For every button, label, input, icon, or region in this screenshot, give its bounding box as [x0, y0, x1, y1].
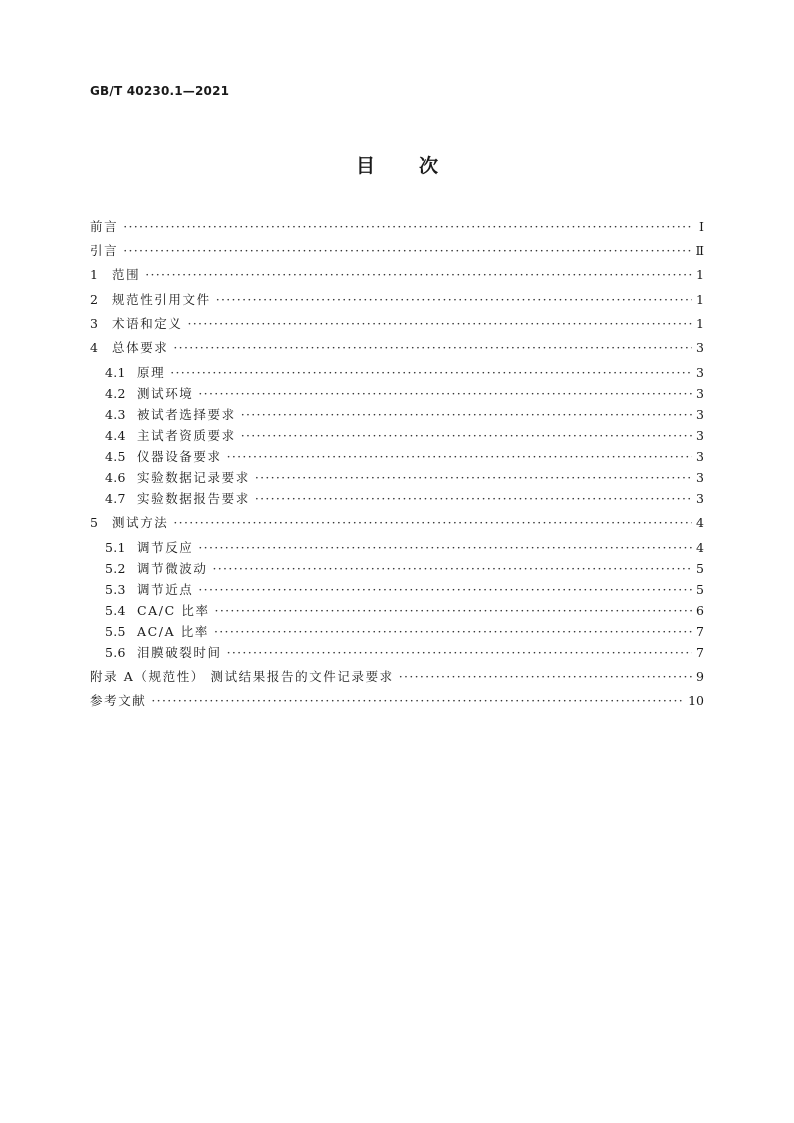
toc-entry-4-5[interactable]	[105, 448, 704, 466]
toc-leader	[198, 581, 692, 599]
toc-number: 2	[90, 292, 99, 307]
toc-entry-5[interactable]	[90, 514, 704, 532]
toc-leader	[188, 315, 692, 333]
toc-entry-5-1[interactable]	[105, 539, 704, 557]
toc-page: 3	[696, 365, 704, 380]
toc-page: 3	[696, 386, 704, 401]
toc-label: 术语和定义	[112, 316, 183, 331]
toc-page: 1	[696, 316, 704, 331]
toc-leader	[145, 266, 692, 284]
toc-page: 5	[696, 582, 704, 597]
toc-label: 主试者资质要求	[137, 428, 236, 443]
toc-leader	[151, 692, 684, 710]
toc-label: 原理	[137, 365, 166, 380]
toc-entry-5-3[interactable]	[105, 581, 704, 599]
toc-leader	[213, 560, 692, 578]
toc-number: 5	[90, 515, 99, 530]
toc-entry-1[interactable]	[90, 266, 704, 284]
toc-label: 前言	[90, 219, 119, 234]
toc-label: 调节近点	[137, 582, 194, 597]
toc-leader	[241, 406, 692, 424]
toc-label: 测试方法	[112, 515, 169, 530]
toc-page: 3	[696, 491, 704, 506]
toc-entry-5-2[interactable]	[105, 560, 704, 578]
toc-entry-4-1[interactable]	[105, 364, 704, 382]
toc-entry-2[interactable]	[90, 291, 704, 309]
toc-label: 实验数据记录要求	[137, 470, 250, 485]
toc-entry-5-5[interactable]	[105, 623, 704, 641]
toc-number: 4.6	[105, 470, 126, 485]
toc-number: 5.5	[105, 624, 126, 639]
toc-label: 测试环境	[137, 386, 194, 401]
toc-entry-introduction[interactable]	[90, 242, 704, 260]
toc-number: 3	[90, 316, 99, 331]
toc-label: 范围	[112, 267, 141, 282]
toc-page: 3	[696, 428, 704, 443]
toc-page: 9	[696, 669, 704, 684]
toc-label: 泪膜破裂时间	[137, 645, 222, 660]
title-char-2: 次	[419, 155, 439, 177]
toc-leader	[216, 291, 692, 309]
toc-page: Ⅱ	[695, 243, 704, 258]
toc-leader	[198, 539, 692, 557]
title-char-1: 目	[355, 155, 375, 177]
toc-leader	[215, 602, 692, 620]
toc-label: 被试者选择要求	[137, 407, 236, 422]
toc-leader	[170, 364, 692, 382]
toc-page: 7	[696, 645, 704, 660]
toc-leader	[198, 385, 692, 403]
toc-number: 4.1	[105, 365, 126, 380]
toc-page: 1	[696, 267, 704, 282]
toc-page: 5	[696, 561, 704, 576]
toc-page: 7	[696, 624, 704, 639]
toc-label: 引言	[90, 243, 119, 258]
toc-entry-bibliography[interactable]	[90, 692, 704, 710]
toc-page: 10	[688, 693, 704, 708]
toc-entry-4-6[interactable]	[105, 469, 704, 487]
toc-leader	[399, 668, 692, 686]
toc-leader	[123, 242, 691, 260]
toc-number: 4.2	[105, 386, 126, 401]
toc-leader	[227, 448, 692, 466]
toc-number: 1	[90, 267, 99, 282]
toc-number: 4	[90, 340, 99, 355]
toc-page: 3	[696, 407, 704, 422]
toc-number: 5.2	[105, 561, 126, 576]
toc-label: 附录 A（规范性） 测试结果报告的文件记录要求	[90, 669, 394, 684]
toc-label: AC/A 比率	[137, 624, 210, 639]
toc-page: 4	[696, 515, 704, 530]
toc-page: 3	[696, 340, 704, 355]
toc-page: 4	[696, 540, 704, 555]
toc-label: 实验数据报告要求	[137, 491, 250, 506]
toc-label: 仪器设备要求	[137, 449, 222, 464]
toc-entry-appendix-a[interactable]	[90, 668, 704, 686]
toc-number: 4.5	[105, 449, 126, 464]
toc-entry-4-3[interactable]	[105, 406, 704, 424]
toc-entry-preface[interactable]	[90, 218, 704, 236]
toc-entry-3[interactable]	[90, 315, 704, 333]
toc-entry-4-2[interactable]	[105, 385, 704, 403]
toc-number: 5.4	[105, 603, 126, 618]
toc-page: 3	[696, 470, 704, 485]
document-code: GB/T 40230.1—2021	[90, 84, 230, 98]
toc-page: 3	[696, 449, 704, 464]
toc-number: 5.3	[105, 582, 126, 597]
toc-entry-5-4[interactable]	[105, 602, 704, 620]
toc-leader	[214, 623, 692, 641]
toc-leader	[173, 339, 692, 357]
toc-label: 调节微波动	[137, 561, 208, 576]
toc-label: 参考文献	[90, 693, 147, 708]
toc-page: 1	[696, 292, 704, 307]
toc-leader	[255, 469, 692, 487]
toc-leader	[123, 218, 692, 236]
toc-number: 5.1	[105, 540, 126, 555]
toc-number: 4.4	[105, 428, 126, 443]
toc-entry-4[interactable]	[90, 339, 704, 357]
toc-leader	[255, 490, 692, 508]
toc-label: 总体要求	[112, 340, 169, 355]
toc-label: 规范性引用文件	[112, 292, 211, 307]
toc-label: CA/C 比率	[137, 603, 210, 618]
toc-entry-5-6[interactable]	[105, 644, 704, 662]
toc-leader	[227, 644, 692, 662]
toc-number: 4.7	[105, 491, 126, 506]
toc-leader	[173, 514, 692, 532]
toc-page: Ⅰ	[699, 219, 704, 234]
toc-label: 调节反应	[137, 540, 194, 555]
toc-number: 4.3	[105, 407, 126, 422]
toc-number: 5.6	[105, 645, 126, 660]
page-title	[0, 151, 794, 178]
toc-entry-4-7[interactable]	[105, 490, 704, 508]
toc-entry-4-4[interactable]	[105, 427, 704, 445]
toc-page: 6	[696, 603, 704, 618]
toc-leader	[241, 427, 692, 445]
